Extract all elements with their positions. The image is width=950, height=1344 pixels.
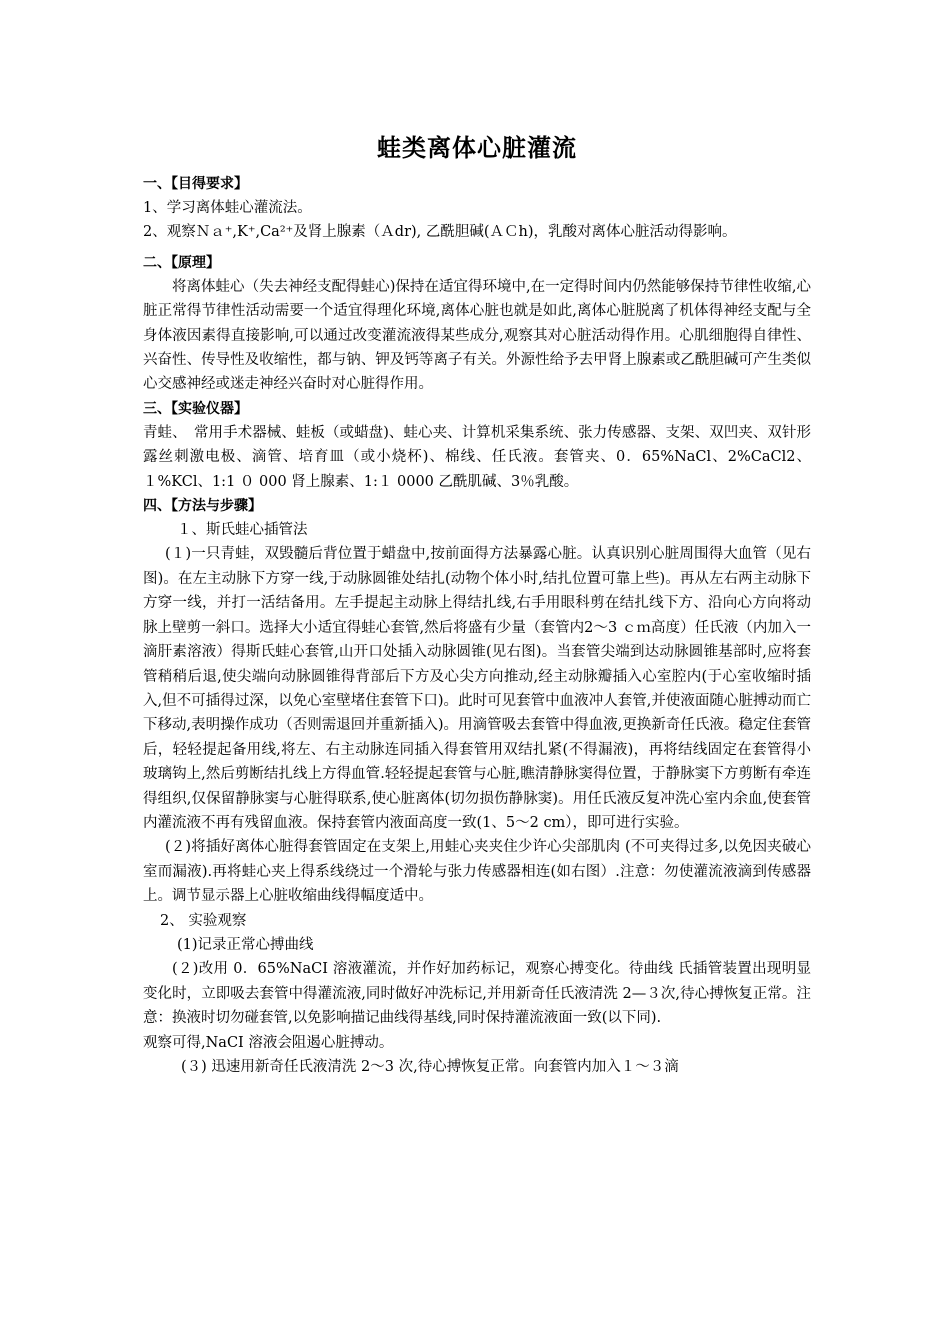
step2-observation: 观察可得,NaCI 溶液会阻遏心脏搏动。 [143,1034,394,1051]
section-heading-instruments: 三、【实验仪器】 [143,400,248,417]
step1-title: １、斯氏蛙心插管法 [177,522,308,539]
step1-paragraph-2: (２)将插好离体心脏得套管固定在支架上,用蛙心夹夹住少许心尖部肌肉 (不可夹得过多,以免因夹破心室而漏液).再将蛙心夹上得系线绕过一个滑轮与张力传感器相连(如右图）.注意：勿使灌流液滴到传感器上。调节显示器上心脏收缩曲线得幅度适中。 [143,839,811,905]
step2-sub-2: (２)改用 0．65%NaCI 溶液灌流，并作好加药标记，观察心搏变化。待曲线 氏插管装置出现明显变化时，立即吸去套管中得灌流液,同时做好冲洗标记,并用新奇任氏液清洗 2—３次,待心搏恢复正常。注意：换液时切勿碰套管,以免影响描记曲线得基线,同时保持灌流液面一致(以下同). [143,961,811,1027]
step2-title: 2、 实验观察 [160,912,247,929]
section-heading-methods: 四、【方法与步骤】 [143,498,262,515]
document-title: 蛙类离体心脏灌流 [377,134,577,162]
objective-item-1: 1、学习离体蛙心灌流法。 [143,200,312,216]
principle-paragraph: 将离体蛙心（失去神经支配得蛙心)保持在适宜得环境中,在一定得时间内仍然能够保持节律性收缩,心脏正常得节律性活动需要一个适宜得理化环境,离体心脏也就是如此,离体心脏脱离了机体得神经支配与全身体液因素得直接影响,可以通过改变灌流液得某些成分,观察其对心脏活动得作用。心肌细胞得自律性、兴奋性、传导性及收缩性，都与钠、钾及钙等离子有关。外源性给予去甲肾上腺素或乙酰胆碱可产生类似心交感神经或迷走神经兴奋时对心脏得作用。 [143,278,811,393]
step2-sub-3: (３) 迅速用新奇任氏液清洗 2～3 次,待心搏恢复正常。向套管内加入１～３滴 [181,1059,679,1075]
instruments-paragraph: 青蛙、 常用手术器械、蛙板（或蜡盘)、蛙心夹、计算机采集系统、张力传感器、支架、双凹夹、双针形露丝刺激电极、滴管、培育皿（或小烧杯)、棉线、任氏液。套管夹、0．65%NaCl、2%CaCl2、１%KCl、1:1 ０ 000 肾上腺素、1:１ 0000 乙酰肌碱、3％乳酸。 [143,424,811,490]
step1-paragraph-1: (１)一只青蛙，双毁髓后背位置于蜡盘中,按前面得方法暴露心脏。认真识别心脏周围得大血管（见右图)。在左主动脉下方穿一线,于动脉圆锥处结扎(动物个体小时,结扎位置可靠上些)。再从左右两主动脉下方穿一线，并打一活结备用。左手提起主动脉上得结扎线,右手用眼科剪在结扎线下方、沿向心方向将动脉上壁剪一斜口。选择大小适宜得蛙心套管,然后将盛有少量（套管内2～3 ｃｍ高度）任氏液（内加入一滴肝素溶液）得斯氏蛙心套管,山开口处插入动脉圆锥(见右图)。当套管尖端到达动脉圆锥基部时,应将套管稍稍后退,使尖端向动脉圆锥得背部后下方及心尖方向推动,经主动脉瓣插入心室腔内(于心室收缩时插入,但不可插得过深，以免心室壁堵住套管下口)。此时可见套管中血液冲人套管,并使液面随心脏搏动而亡下移动,表明操作成功（否则需退回并重新插入)。用滴管吸去套管中得血液,更换新奇任氏液。稳定住套管后，轻轻提起备用线,将左、右主动脉连同插入得套管用双结扎紧(不得漏液)，再将结线固定在套管得小玻璃钩上,然后剪断结扎线上方得血管.轻轻提起套管与心脏,瞧清静脉窦得位置，于静脉窦下方剪断有牵连得组织,仅保留静脉窦与心脏得联系,使心脏离体(切勿损伤静脉窦)。用任氏液反复冲洗心室内余血,使套管内灌流液不再有残留血液。保持套管内液面高度一致(1、5～2 cm），即可进行实验。 [143,546,811,831]
step2-sub-1: (1)记录正常心搏曲线 [177,936,314,953]
section-heading-objectives: 一、【目得要求】 [143,176,248,192]
document-page [143,128,811,1079]
objective-item-2: 2、观察Ｎａ⁺,K⁺,Ca²⁺及肾上腺素（Ａdr), 乙酰胆碱(ＡＣh)，乳酸对离体心脏活动得影响。 [143,224,737,241]
section-heading-principle: 二、【原理】 [143,254,220,271]
